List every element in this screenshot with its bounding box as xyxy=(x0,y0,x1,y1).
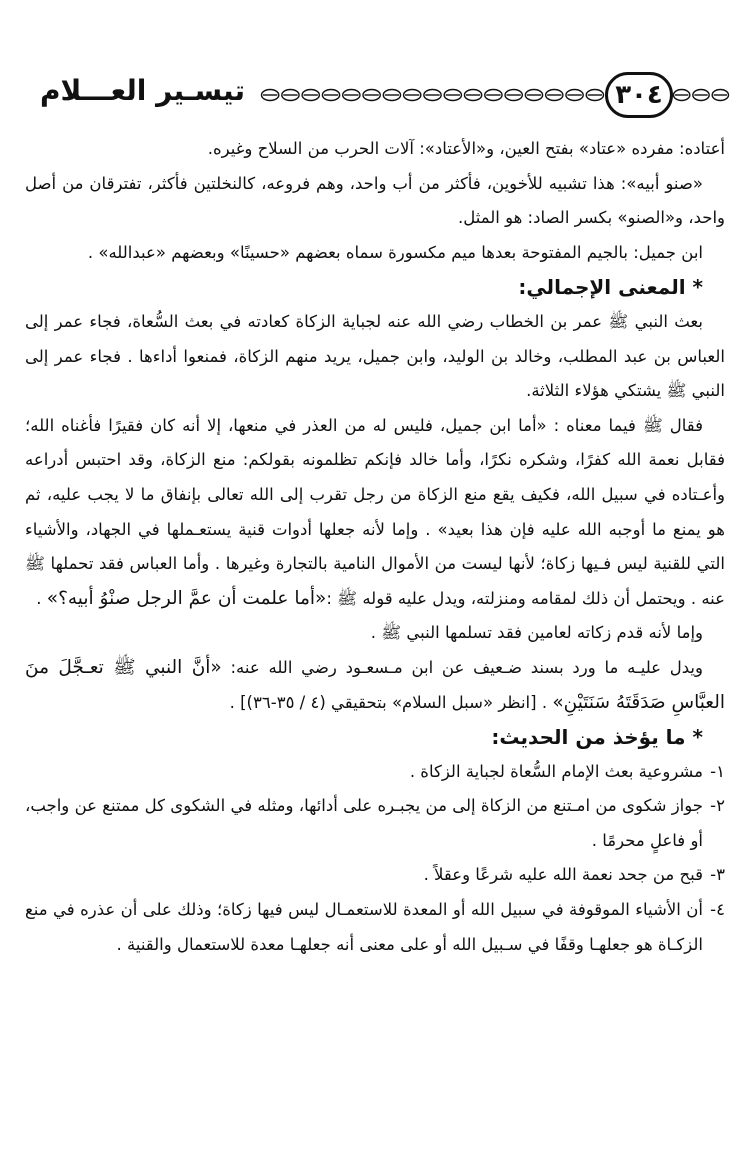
header-ornament xyxy=(260,87,605,103)
list-item xyxy=(25,755,725,790)
section-heading-lessons: * ما يؤخذ من الحديث: xyxy=(491,725,703,750)
body-text xyxy=(25,132,725,962)
list-item-number: ٣- xyxy=(710,865,725,885)
book-title: تيسـير العـــلام xyxy=(39,74,245,107)
paragraph-atad: أعتاده: مفرده «عتاد» بفتح العين، و«الأعتاد»: آلات الحرب من السلاح وغيره. xyxy=(207,139,725,158)
list-item-number: ١- xyxy=(710,761,725,781)
list-item-number: ٤- xyxy=(710,900,725,920)
paragraph-two-years: وإما لأنه قدم زكاته لعامين فقد تسلمها النبي ﷺ . xyxy=(370,623,703,643)
section-heading-general-meaning: * المعنى الإجمالي: xyxy=(518,275,703,300)
list-item-text: أن الأشياء الموقوفة في سبيل الله أو المعدة للاستعمـال ليس فيها زكاة؛ وذلك على أن عذره في منع الزكـاة هو جعلهـا وقفًا في سـبيل الله أو على معنى أنه جعلهـا معدة للاستعمال والقنية . xyxy=(25,900,703,954)
list-item-text: مشروعية بعث الإمام السُّعاة لجباية الزكاة . xyxy=(409,761,703,781)
header-ornament-right xyxy=(672,87,730,103)
paragraph-evidence-text: ويدل عليـه ما ورد بسند ضـعيف عن ابن مـسعـود رضي الله عنه: xyxy=(221,657,703,677)
page-number: ٣٠٤ xyxy=(605,72,673,118)
list-item xyxy=(25,789,725,858)
paragraph-explanation xyxy=(25,409,725,617)
hadith-quote-uncle: «أما علمت أن عمَّ الرجل صنْوُ أبيه؟» xyxy=(46,587,327,609)
paragraph-explanation-text: فقال ﷺ فيما معناه : «أما ابن جميل، فليس له من العذر في منعها، إلا أنه كان فقيرًا فأغناه الله؛ فقابل نعمة الله كفرًا، وشكره نكرًا، وأما خالد فإنكم تظلمونه بقولكم: منع الزكاة، وقد احتبس أدراعه وأعـتاده في سبيل الله، فكيف يقع منع الزكاة من رجل تقرب إلى الله تعالى بإنفاق ما لا يجب عليه، ثم هو يمنع ما أوجبه الله عليه فإن هذا بعيد» . وإما لأنه جعلها أدوات قنية يستعـملها في الجهاد، والأشياء التي للقنية ليس فـيها زكاة؛ لأنها ليست من الأموال النامية بالتجارة وغيرها . وأما العباس فقد تحملها ﷺ عنه . ويحتمل أن ذلك لمقامه ومنزلته، ويدل عليه قوله ﷺ : xyxy=(25,415,725,608)
paragraph-evidence xyxy=(25,651,725,720)
hadith-quote-advance: «أنَّ النبي ﷺ تعـجَّلَ منَ العبَّاسِ صَدَقَتَهُ سَنَتَيْنِ» xyxy=(25,656,725,713)
paragraph-sinw: «صنو أبيه»: هذا تشبيه للأخوين، فأكثر من أب واحد، وهم فروعه، كالنخلتين فأكثر، تفترقان من أصل واحد، و«الصنو» بكسر الصاد: هو المثل. xyxy=(25,173,725,228)
list-item-number: ٢- xyxy=(710,796,725,816)
paragraph-general-meaning: بعث النبي ﷺ عمر بن الخطاب رضي الله عنه لجباية الزكاة كعادته في بعث السُّعاة، فجاء عمر إلى العباس بن عبد المطلب، وخالد بن الوليد، وابن جميل، يريد منهم الزكاة، فمنعوا أداءها . فجاء عمر إلى النبي ﷺ يشتكي هؤلاء الثلاثة. xyxy=(25,311,725,401)
list-item xyxy=(25,893,725,962)
paragraph-ibn-jamil: ابن جميل: بالجيم المفتوحة بعدها ميم مكسورة سماه بعضهم «حسينًا» وبعضهم «عبدالله» . xyxy=(87,242,703,262)
paragraph-explanation-end: . xyxy=(36,588,47,608)
page-header xyxy=(40,70,730,118)
list-item-text: جواز شكوى من امـتنع من الزكاة إلى من يجبـره على أدائها، ومثله في الشكوى كل ممتنع عن واجب، أو فاعلٍ محرمًا . xyxy=(25,796,703,850)
list-item-text: قبح من جحد نعمة الله عليه شرعًا وعقلاً . xyxy=(423,865,703,885)
list-item xyxy=(25,858,725,893)
paragraph-evidence-reference: . [انظر «سبل السلام» بتحقيقي (٤ / ٣٥-٣٦)] . xyxy=(229,692,553,712)
